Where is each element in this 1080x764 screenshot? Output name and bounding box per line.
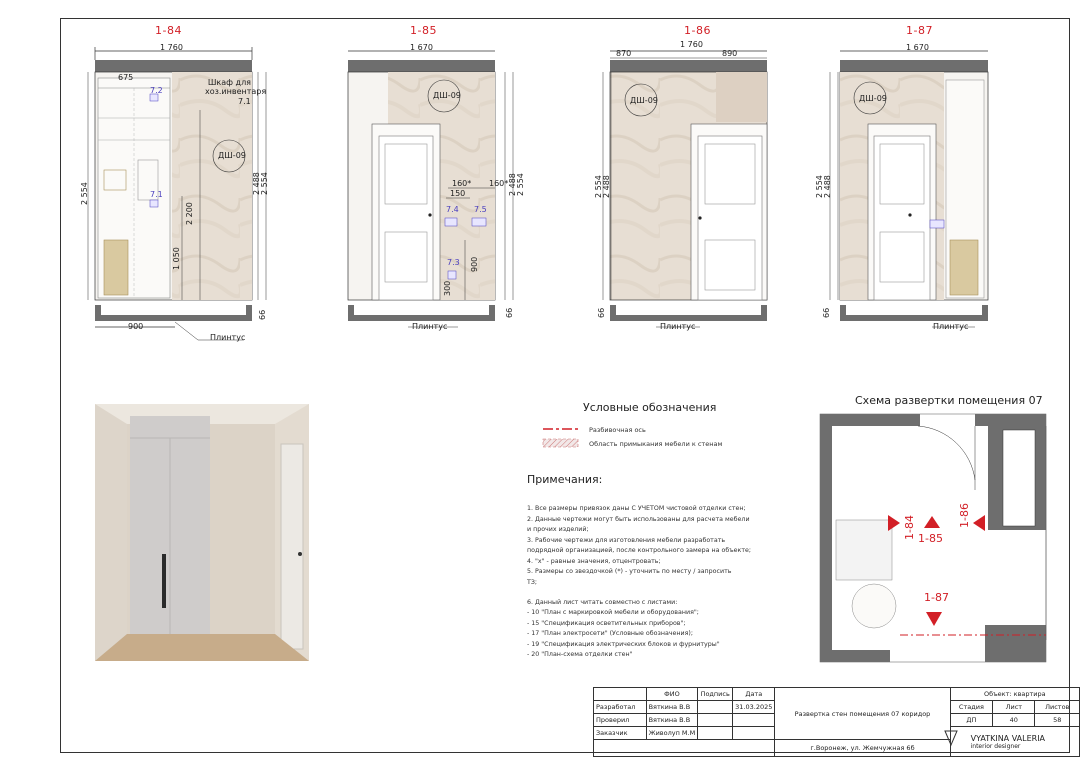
label-1-85-ref-b: 7.5: [474, 205, 487, 214]
stamp-header-sign: Подпись: [698, 688, 733, 701]
label-1-84-ref-b: 7.1: [150, 190, 163, 199]
elevation-1-85: [348, 51, 513, 327]
stamp-col-sheet: Лист: [993, 701, 1035, 714]
legend-item-furniture: Область примыкания мебели к стенам: [589, 440, 723, 448]
label-1-85-ref-c: 7.3: [447, 258, 460, 267]
legend-title: Условные обозначения: [583, 401, 717, 414]
dim-1-84-width: 1 760: [160, 43, 183, 52]
label-1-85-panel: ДШ-09: [433, 91, 461, 100]
dim-1-85-66: 66: [505, 307, 514, 318]
plinth-1-87: Плинтус: [933, 322, 969, 331]
dim-1-84-bottom: 900: [128, 322, 144, 331]
label-1-84-cabinet: Шкаф для хоз.инвентаря: [205, 78, 267, 96]
dim-1-85-b: 150: [450, 189, 466, 198]
stamp-sheet-title: Развертка стен помещения 07 коридор: [775, 688, 950, 740]
note-line: 4. "х" - равные значения, отцентровать;: [527, 558, 661, 565]
scheme-marker-1-85: 1-85: [918, 532, 943, 545]
stamp-col-stage: Стадия: [950, 701, 993, 714]
dim-1-84-h2: 2 488: [252, 172, 261, 195]
label-1-85-ref-a: 7.4: [446, 205, 459, 214]
dim-1-85-h1: 2 488: [508, 173, 517, 196]
notes-title: Примечания:: [527, 473, 603, 486]
note-line: - 17 "План электросети" (Условные обозначения);: [527, 630, 693, 637]
note-line: - 20 "План-схема отделки стен": [527, 651, 633, 658]
stamp-val-sheet: 40: [993, 714, 1035, 727]
dim-1-84-sub: 675: [118, 73, 134, 82]
label-1-86-panel: ДШ-09: [630, 96, 658, 105]
dim-1-86-sub1: 870: [616, 49, 632, 58]
stamp-address: г.Воронеж, ул. Жемчужная 6б: [775, 740, 950, 757]
dim-1-87-h1: 2 554: [815, 175, 824, 198]
note-line: - 15 "Спецификация осветительных приборов";: [527, 620, 686, 627]
render-photo: [95, 404, 309, 661]
dim-1-84-inner1: 2 200: [185, 202, 194, 225]
note-line: 2. Данные чертежи могут быть использованы для расчета мебели: [527, 516, 750, 523]
elevation-title-1-85: 1-85: [410, 24, 437, 37]
stamp-col-sheets: Листов: [1035, 701, 1080, 714]
scheme-title: Схема развертки помещения 07: [855, 394, 1043, 407]
plinth-1-85: Плинтус: [412, 322, 448, 331]
dim-1-86-66: 66: [597, 307, 606, 318]
dim-1-86-sub2: 890: [722, 49, 738, 58]
dim-1-86-h2: 2 488: [602, 175, 611, 198]
note-line: 3. Рабочие чертежи для изготовления мебели разработать: [527, 537, 726, 544]
stamp-header-fio: ФИО: [646, 688, 698, 701]
stamp-name: Вяткина В.В: [646, 701, 698, 714]
note-line: и прочих изделий;: [527, 526, 589, 533]
scheme-marker-1-84: 1-84: [903, 515, 916, 540]
dim-1-86-width: 1 760: [680, 40, 703, 49]
note-line: 1. Все размеры привязок даны С УЧЕТОМ чистовой отделки стен;: [527, 505, 746, 512]
scheme-marker-1-87: 1-87: [924, 591, 949, 604]
stamp-name: Вяткина В.В: [646, 714, 698, 727]
label-1-84-ref-a: 7.2: [150, 86, 163, 95]
label-1-84-cabinet-ref: 7.1: [238, 97, 251, 106]
elevation-1-87: [830, 51, 988, 327]
note-line: - 10 "План с маркировкой мебели и оборудования";: [527, 609, 699, 616]
label-1-87-panel: ДШ-09: [859, 94, 887, 103]
stamp-name: Живолуп М.М: [646, 727, 698, 740]
dim-1-85-300: 300: [443, 280, 452, 296]
stamp-val-stage: ДП: [950, 714, 993, 727]
note-line: - 19 "Спецификация электрических блоков и фурнитуры": [527, 641, 720, 648]
stamp-role: Проверил: [594, 714, 647, 727]
dim-1-85-width: 1 670: [410, 43, 433, 52]
stamp-date: 31.03.2025: [733, 701, 775, 714]
legend-item-axis: Разбивочная ось: [589, 426, 646, 434]
brand-name: VYATKINA VALERIA: [970, 733, 1046, 743]
dim-1-84-h1: 2 554: [80, 182, 89, 205]
title-block: [593, 687, 1080, 757]
dim-1-86-h1: 2 554: [594, 175, 603, 198]
dim-1-85-c: 160*: [489, 179, 509, 188]
dim-1-87-h2: 2 488: [823, 175, 832, 198]
elevation-title-1-87: 1-87: [906, 24, 933, 37]
plinth-1-84: Плинтус: [210, 333, 246, 342]
dim-1-87-66: 66: [822, 307, 831, 318]
brand-sub: interior designer: [970, 742, 1021, 750]
legend-marks: [543, 429, 578, 447]
elevation-title-1-84: 1-84: [155, 24, 182, 37]
dim-1-84-h3: 2 554: [260, 172, 269, 195]
dim-1-85-900: 900: [470, 256, 479, 272]
note-line: 5. Размеры со звездочкой (*) - уточнить по месту / запросить: [527, 568, 732, 575]
label-1-84-panel: ДШ-09: [218, 151, 246, 160]
elevation-title-1-86: 1-86: [684, 24, 711, 37]
elevation-1-86: [603, 51, 767, 327]
dim-1-84-inner2: 1 050: [172, 247, 181, 270]
stamp-header-date: Дата: [733, 688, 775, 701]
stamp-object: Объект: квартира: [950, 688, 1079, 701]
dim-1-85-a: 160*: [452, 179, 472, 188]
stamp-role: Разработал: [594, 701, 647, 714]
scheme-marker-1-86: 1-86: [958, 503, 971, 528]
plinth-1-86: Плинтус: [660, 322, 696, 331]
dim-1-84-66: 66: [258, 309, 267, 320]
note-line: 6. Данный лист читать совместно с листами:: [527, 599, 678, 606]
note-line: ТЗ;: [527, 579, 538, 586]
dim-1-85-h2: 2 554: [516, 173, 525, 196]
dim-1-87-width: 1 670: [906, 43, 929, 52]
stamp-role: Заказчик: [594, 727, 647, 740]
note-line: подрядной организацией, после контрольного замера на объекте;: [527, 547, 751, 554]
stamp-val-sheets: 58: [1035, 714, 1080, 727]
